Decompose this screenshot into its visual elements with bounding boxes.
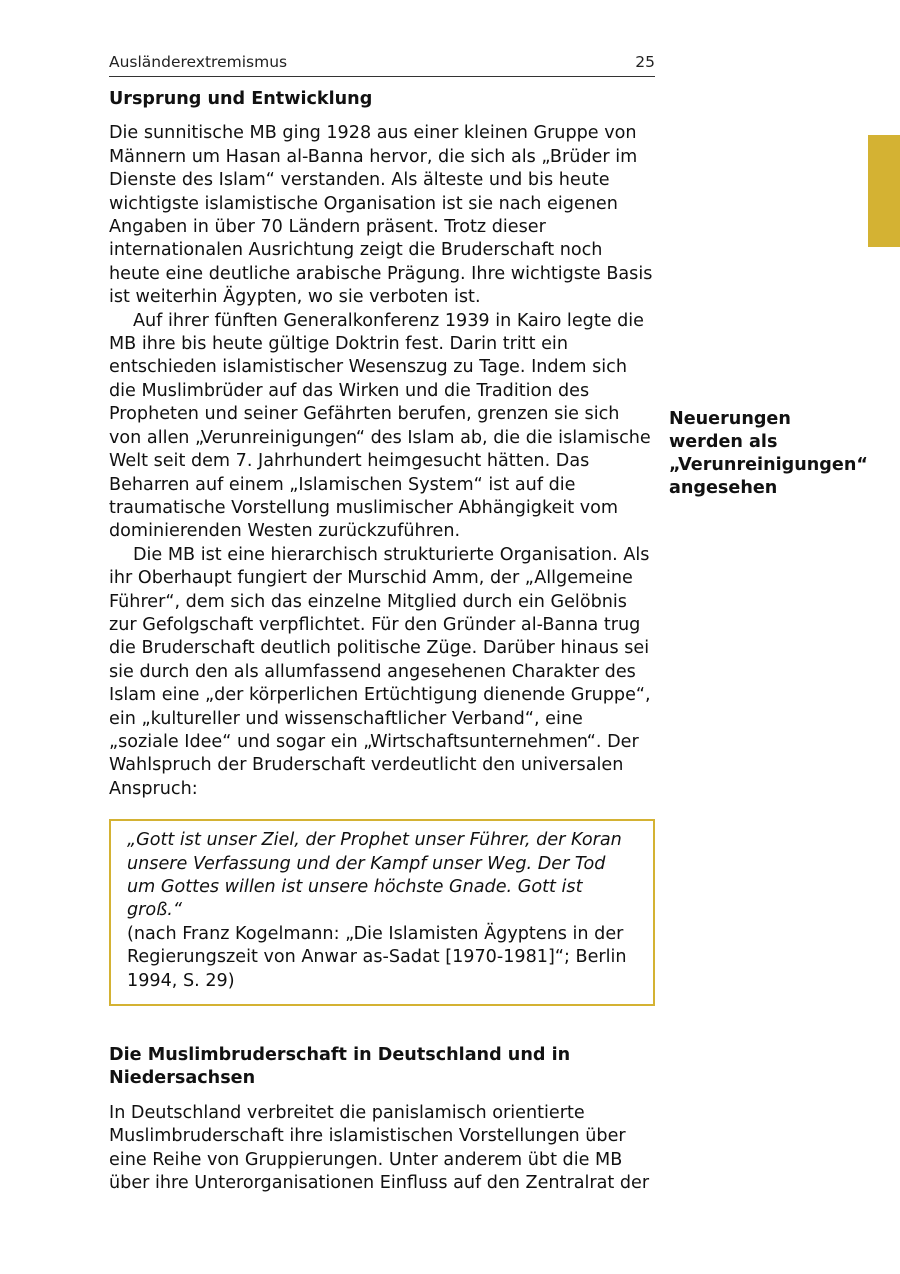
margin-note-line: angesehen bbox=[669, 478, 778, 498]
paragraph-germany: In Deutschland verbreitet die panislamisch orientierte Muslimbruderschaft ihre islamistischen Vorstellungen über eine Reihe von Gruppierungen. Unter anderem übt die MB über ihre Unterorganisationen Einfluss auf den Zentralrat der bbox=[109, 1102, 650, 1194]
section-heading-origin: Ursprung und Entwicklung bbox=[109, 89, 373, 109]
margin-note-line: werden als bbox=[669, 432, 778, 452]
quote-source: (nach Franz Kogelmann: „Die Islamisten Ägyptens in der Regierungszeit von Anwar as-Sadat [1970-1981]“; Berlin 1994, S. 29) bbox=[127, 923, 627, 991]
quote-text: „Gott ist unser Ziel, der Prophet unser Führer, der Koran unsere Verfassung und der Kampf unser Weg. Der Tod um Gottes willen ist unsere höchste Gnade. Gott ist groß.“ bbox=[127, 830, 622, 921]
main-content bbox=[109, 88, 655, 1195]
quote-box bbox=[109, 819, 655, 1006]
paragraph-origin-3: Die MB ist eine hierarchisch strukturierte Organisation. Als ihr Oberhaupt fungiert der Murschid Amm, der „Allgemeine Führer“, dem sich das einzelne Mitglied durch ein Gelöbnis zur Gefolgschaft verpflichtet. Für den Gründer al-Banna trug die Bruderschaft deutlich politische Züge. Darüber hinaus sei sie durch den als allumfassend angesehenen Charakter des Islam eine „der körperlichen Ertüchtigung dienende Gruppe“, ein „kultureller und wissenschaftlicher Verband“, eine „soziale Idee“ und sogar ein „Wirtschaftsunternehmen“. Der Wahlspruch der Bruderschaft verdeutlicht den universalen Anspruch: bbox=[109, 544, 651, 799]
margin-note-line: Neuerungen bbox=[669, 409, 791, 429]
paragraph-origin-1: Die sunnitische MB ging 1928 aus einer kleinen Gruppe von Männern um Hasan al-Banna hervor, die sich als „Brüder im Dienste des Islam“ verstanden. Als älteste und bis heute wichtigste islamistische Organisation ist sie nach eigenen Angaben in über 70 Ländern präsent. Trotz dieser internationalen Ausrichtung zeigt die Bruderschaft noch heute eine deutliche arabische Prägung. Ihre wichtigste Basis ist weiterhin Ägypten, wo sie verboten ist. bbox=[109, 123, 653, 308]
margin-note-line: „Verunreinigungen“ bbox=[669, 455, 868, 475]
page-number: 25 bbox=[635, 53, 655, 71]
chapter-tab-marker bbox=[868, 135, 900, 247]
margin-note bbox=[669, 408, 894, 500]
running-title: Ausländerextremismus bbox=[109, 53, 288, 71]
paragraph-origin-2: Auf ihrer fünften Generalkonferenz 1939 in Kairo legte die MB ihre bis heute gültige Doktrin fest. Darin tritt ein entschieden islamistischer Wesenszug zu Tage. Indem sich die Muslimbrüder auf das Wirken und die Tradition des Propheten und seiner Gefährten berufen, grenzen sie sich von allen „Verunreinigungen“ des Islam ab, die die islamische Welt seit dem 7. Jahrhundert heimgesucht hätten. Das Beharren auf einem „Islamischen System“ ist auf die traumatische Vorstellung muslimischer Abhängigkeit vom dominierenden Westen zurückzuführen. bbox=[109, 310, 651, 542]
section-heading-germany: Die Muslimbruderschaft in Deutschland und in Niedersachsen bbox=[109, 1045, 571, 1089]
running-header bbox=[109, 52, 655, 77]
